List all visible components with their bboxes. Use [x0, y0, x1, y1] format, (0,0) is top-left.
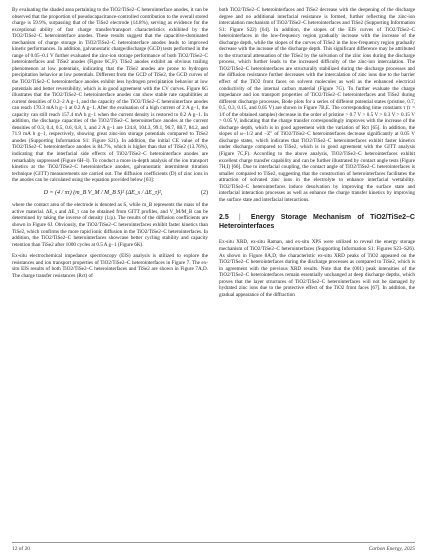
- footer-rule: [12, 542, 415, 543]
- paragraph: both TiO2/TiSe2–C heterointerfaces and TiSe2 decrease with the deepening of the discharge degree and no additional interfacial resistance is formed, further reflecting the zinc-ion intercalation mechanism of TiO2/TiSe2–C heterointerfaces and TiSe2 (Supporting Information S1: Figure S22) [64]. In addition, the slopes of the EIS curves of TiO2/TiSe2–C heterointerfaces in the low-frequency region gradually increase with the increase of the discharge depth, while the slopes of the curves of TiSe2 in the low-frequency region gradually decrease with the increase of the discharge depth. This significant difference may be attributed to the structural attenuation of the TiSe2 by the solvation of the zinc ions during the discharge process, which further leads to the increased difficulty of the zinc-ion intercalation. The TiO2/TiSe2–C heterointerfaces are structurally stabilized during the discharge processes and the diffusion resistance further decreases with the intercalation of zinc ions due to the barrier effect of the TiO2 front faces on solvent molecules as well as the enhanced electrical conductivity of the internal carbon material (Figure 7G). To further evaluate the charge impedance and ion transport properties of TiO2/TiSe2–C heterointerfaces and TiSe2 during different discharge processes, Bode plots for a series of different potential states (pristine, 0.7, 0.5, 0.3, 0.15, and 0.05 V) are shown in Figure 7B,E. The corresponding time constants τ (τ = 1/f of the obtained samples) decrease in the order of pristine > 0.7 V > 0.5 V > 0.3 V > 0.15 V > 0.05 V, indicating that the charge transfer correspondingly improves with the increase of the discharge depth, which is in good agreement with the variation of Rct [65]. In addition, the slopes of ω−1/2 and −Z″ of TiO2/TiSe2–C heterointerfaces decrease significantly at 0.05 V discharge states, which indicates that TiO2/TiSe2–C heterointerfaces exhibit faster kinetics under discharge compared to TiSe2, which is in good agreement with the GITT analysis (Figure 7C,F). According to the above analysis, TiO2/TiSe2–C heterointerfaces exhibit excellent charge transfer capability and can be further illustrated by contact angle tests (Figure 7H,I) [66]. Due to interfacial coupling, the contact angle of TiO2/TiSe2–C heterointerfaces is smaller compared to TiSe2, suggesting that the construction of heterointerfaces facilitates the attraction of solvated zinc ions in the electrolyte to enhance interfacial wettability. TiO2/TiSe2–C heterointerfaces induce desolvation by improving the surface state and interfacial interaction processes as well as enhance the charge transfer kinetics by improving the surface state and interfacial interactions.: [219, 7, 415, 203]
- section-separator: |: [238, 214, 241, 222]
- paragraph: By evaluating the shaded area pertaining to the TiO2/TiSe2–C heterointerface anodes, it can be observed that the proportion of pseudocapacitance-controlled contribution to the overall stored charge is 59.9%, surpassing that of the TiSe2 electrode (14.8%), serving as evidence for the exceptional ability of fast charge transfer/transport characteristics exhibited by the TiO2/TiSe2–C heterointerface anodes. These results suggest that the capacitive-dominated mechanism of charge storage in TiO2/TiSe2–C heterointerface anodes leads to improved kinetic performances. In addition, galvanostatic charge/discharge (GCD) tests performed in the range of 0.05–0.1 V further evaluated the zinc-ion storage performance of both TiO2/TiSe2–C heterointerfaces and TiSe2 anodes (Figure 6C,F). TiSe2 anodes exhibit an obvious trailing phenomenon at low potentials, indicating that the TiSe2 anodes are prone to hydrogen precipitation behavior at low potentials. Different from the GCD of TiSe2, the GCD curves of the TiO2/TiSe2–C heterointerface anodes exhibit less hydrogen precipitation behavior at low potentials and better reversibility, which is in good agreement with the CV curves. Figure 6G illustrates that the TiO2/TiSe2–C heterointerface anodes can show stable rate capabilities at current densities of 0.2–2 A g−1, and the capacity of the TiO2/TiSe2–C heterointerface anodes can reach 170.3 mA h g−1 at 0.2 A g−1. After the evaluation of a high current of 2 A g−1, the capacity can still reach 157.4 mA h g−1 when the current density is restored to 0.2 A g−1. In addition, the discharge capacities of the TiO2/TiSe2–C heterointerface anodes at the current densities of 0.3, 0.4, 0.5, 0.6, 0.8, 1, and 2 A g−1 are 124.8, 104.3, 99.1, 96.7, 88.7, 84.2, and 71.9 mA h g−1, respectively, showing great zinc-ion storage potentials compared to TiSe2 anodes (Supporting Information S1: Figure S21). In addition, the initial CE value of the TiO2/TiSe2–C heterointerface anodes is 84.7%, which is higher than that of TiSe2 (13.76%), indicating that the interfacial side effects of TiO2/TiSe2–C heterointerface anodes are remarkably suppressed (Figure 6H–I). To conduct a more in-depth analysis of the ion transport kinetics at the TiO2/TiSe2–C heterointerface anodes, galvanostatic intermittent titration technique (GITT) measurements are carried out. The diffusion coefficients (D) of zinc ions in the anodes can be calculated using the equation provided below [63]:: [12, 7, 208, 184]
- left-column: [12, 7, 208, 284]
- page-number: 12 of 20: [12, 546, 30, 552]
- paragraph: where the contact area of the electrode is denoted as S, while m_B represents the mass of the active material. ΔE_s and ΔE_τ can be obtained from GITT profiles, and V_M/M_B can be determined by taking the inverse of density (1/ρ). The results of the diffusion coefficients are shown in Figure 6J. Obviously, the TiO2/TiSe2–C heterointerfaces exhibit faster kinetics than TiSe2, which confirms the more rapid ionic diffusion in the TiO2/TiSe2–C heterointerfaces. In addition, the TiO2/TiSe2–C heterointerfaces showcase better cycling stability and capacity retention than TiSe2 after 1000 cycles at 0.5 A g−1 (Figure 6K).: [12, 202, 208, 248]
- page-footer: [12, 544, 415, 554]
- paragraph: Ex-situ electrochemical impedance spectroscopy (EIS) analysis is utilized to explore the resistances and ion transport properties of TiO2/TiSe2–C heterointerfaces in Figure 7. The ex-situ EIS results of both TiO2/TiSe2–C heterointerfaces and TiSe2 are shown in Figure 7A,D. The charge transfer resistances (Rct) of: [12, 253, 208, 279]
- equation-number: (2): [201, 189, 208, 196]
- right-column: [219, 7, 415, 303]
- section-number: 2.5: [219, 214, 229, 222]
- section-title: Energy Storage Mechanism of TiO2/TiSe2–C Heterointerfaces: [219, 214, 415, 231]
- section-heading: [219, 213, 415, 231]
- paragraph: Ex-situ XRD, ex-situ Raman, and ex-situ XPS were utilized to reveal the energy storage mechanism of TiO2/TiSe2–C heterointerfaces (Supporting Information S1: Figures S23–S26). As shown in Figure 8A,D, the characteristic ex-situ XRD peaks of TiO2 appeared on the TiO2/TiSe2–C heterointerfaces during the discharge processes as compared to TiSe2, which is in agreement with the previous XRD results. Note that the (001) peak intensities of the TiO2/TiSe2–C heterointerfaces remain essentially unchanged at deep discharge depths, which proves that the layer structures of TiO2/TiSe2–C heterointerfaces will not be damaged by hydrated zinc ions due to the protective effect of the TiO2 front faces [67]. In addition, the gradual appearance of the diffraction: [219, 239, 415, 298]
- equation-expression: D = (4 / πτ) (m_B V_M / M_B S)² (ΔE_s / ΔE_τ)²,: [43, 189, 163, 196]
- equation: [12, 190, 208, 197]
- journal-name: Carbon Energy, 2025: [368, 546, 415, 552]
